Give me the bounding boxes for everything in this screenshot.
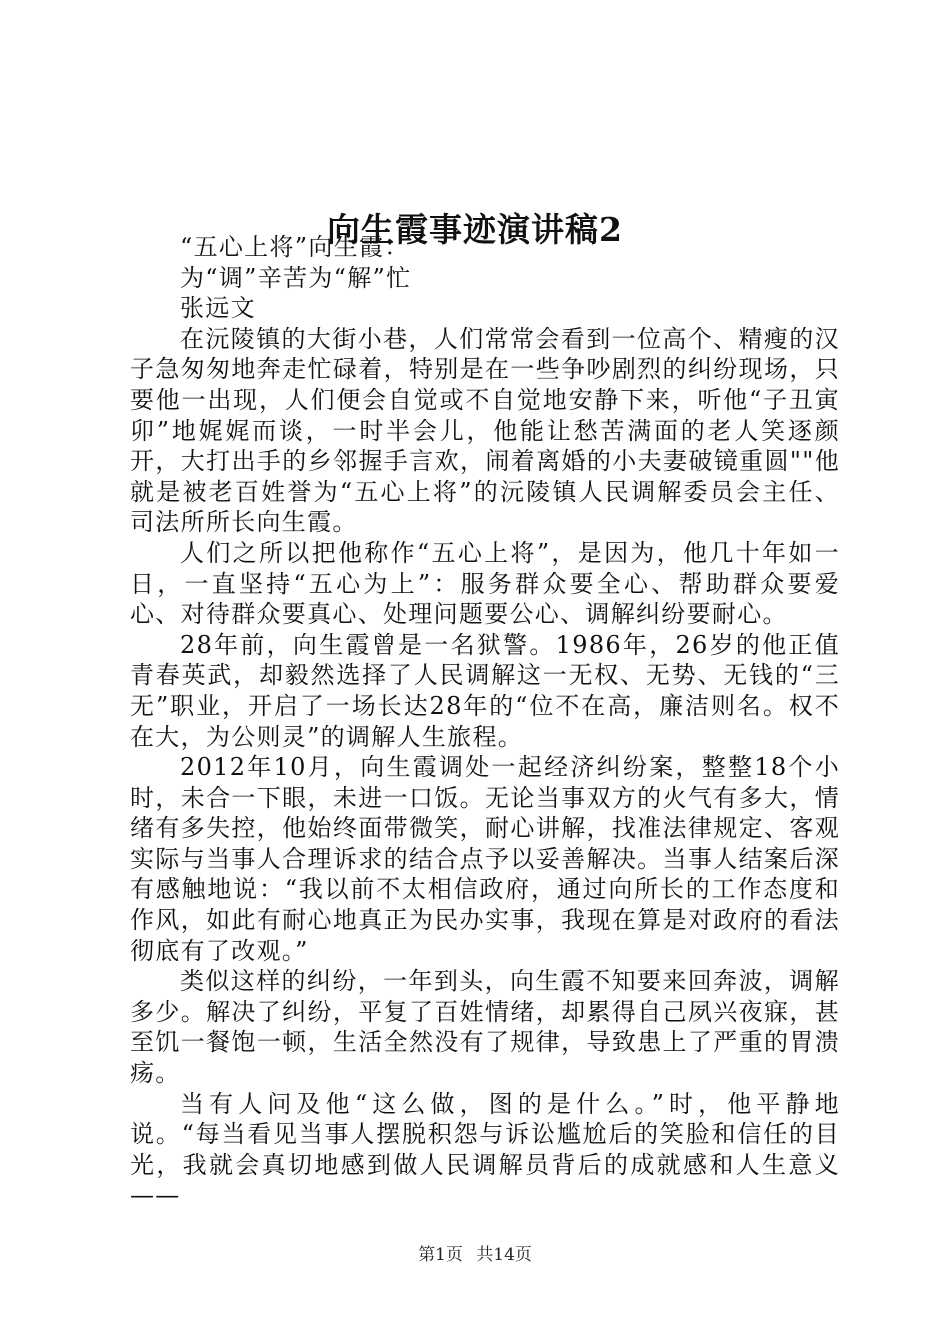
body-paragraph: 28年前，向生霞曾是一名狱警。1986年，26岁的他正值青春英武，却毅然选择了人民调解这一无权、无势、无钱的“三无”职业，开启了一场长达28年的“位不在高，廉洁则名。权不在大，为公则灵”的调解人生旅程。 [130, 630, 840, 751]
page-footer [0, 1244, 950, 1266]
body-paragraph: 当有人问及他“这么做，图的是什么。”时，他平静地说。“每当看见当事人摆脱积怨与诉讼尴尬后的笑脸和信任的目光，我就会真切地感到做人民调解员背后的成就感和人生意义—— [130, 1089, 840, 1210]
page-total: 共14页 [476, 1245, 532, 1265]
body-paragraph: 2012年10月，向生霞调处一起经济纠纷案，整整18个小时，未合一下眼，未进一口饭。无论当事双方的火气有多大，情绪有多失控，他始终面带微笑，耐心讲解，找准法律规定、客观实际与当事人合理诉求的结合点予以妥善解决。当事人结案后深有感触地说：“我以前不太相信政府，通过向所长的工作态度和作风，如此有耐心地真正为民办实事，我现在算是对政府的看法彻底有了改观。” [130, 753, 840, 965]
document-title: 向生霞事迹演讲稿2 [327, 210, 623, 250]
body-paragraph: 类似这样的纠纷，一年到头，向生霞不知要来回奔波，调解多少。解决了纠纷，平复了百姓情绪，却累得自己夙兴夜寐，甚至饥一餐饱一顿，生活全然没有了规律，导致患上了严重的胃溃疡。 [130, 967, 840, 1088]
document-body [130, 232, 840, 1211]
page-number: 第1页 [418, 1245, 463, 1265]
body-paragraph: 在沅陵镇的大街小巷，人们常常会看到一位高个、精瘦的汉子急匆匆地奔走忙碌着，特别是在一些争吵剧烈的纠纷现场，只要他一出现，人们便会自觉或不自觉地安静下来，听他“子丑寅卯”地娓娓而谈，一时半会儿，他能让愁苦满面的老人笑逐颜开，大打出手的乡邻握手言欢，闹着离婚的小夫妻破镜重圆""他就是被老百姓誉为“五心上将”的沅陵镇人民调解委员会主任、司法所所长向生霞。 [130, 324, 840, 537]
body-paragraph: 人们之所以把他称作“五心上将”，是因为，他几十年如一日，一直坚持“五心为上”：服务群众要全心、帮助群众要爱心、对待群众要真心、处理问题要公心、调解纠纷要耐心。 [130, 538, 840, 629]
author-name: 张远文 [180, 294, 256, 323]
subtitle-line-1: “五心上将”向生霞： [180, 233, 410, 261]
subtitle-line-2: 为“调”辛苦为“解”忙 [180, 263, 412, 292]
